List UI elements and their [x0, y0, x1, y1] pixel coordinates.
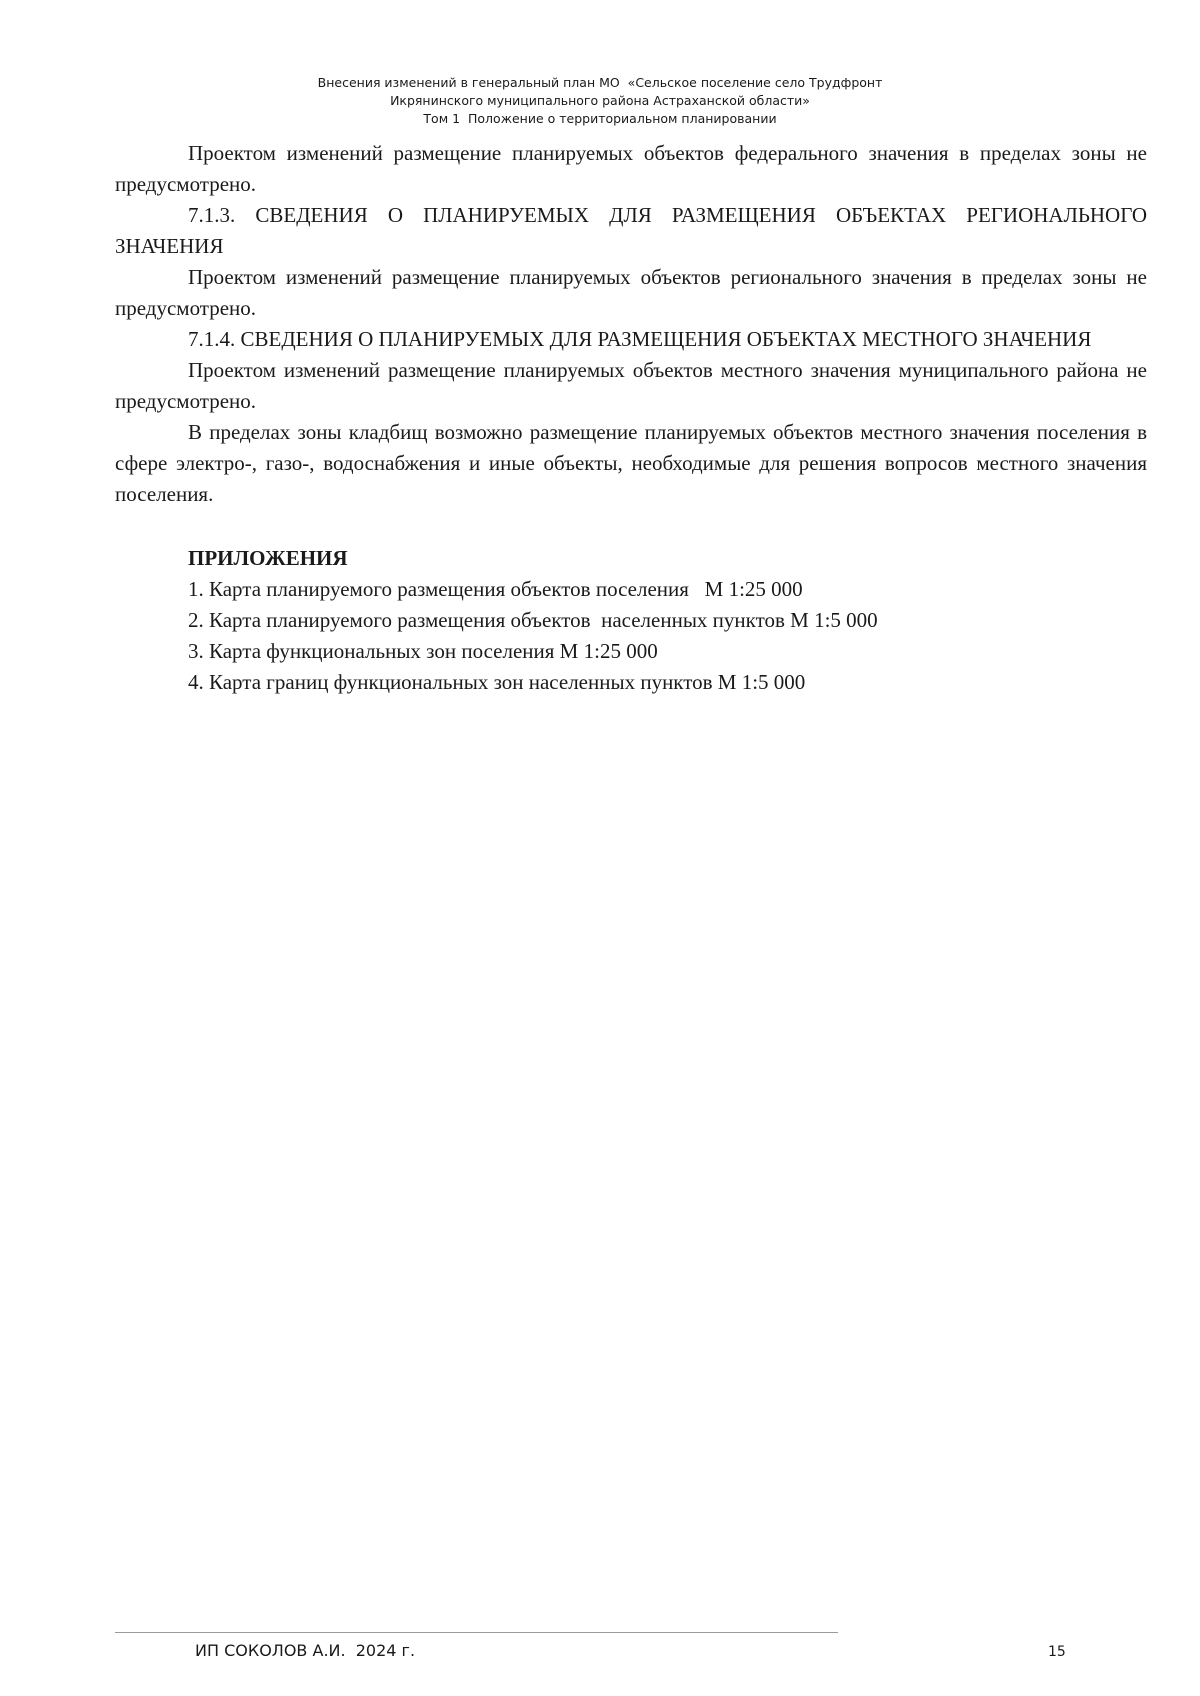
paragraph-spacer [115, 510, 1147, 543]
paragraph-cemetery-zone: В пределах зоны кладбищ возможно размещение планируемых объектов местного значения поселения в сфере электро-, газо-, водоснабжения и иные объекты, необходимые для решения вопросов местного значения поселения. [115, 420, 1147, 506]
page-header [0, 74, 1200, 128]
paragraph-regional: Проектом изменений размещение планируемых объектов регионального значения в пределах зоны не предусмотрено. [115, 265, 1147, 320]
section-heading-regional: 7.1.3. СВЕДЕНИЯ О ПЛАНИРУЕМЫХ ДЛЯ РАЗМЕЩЕНИЯ ОБЪЕКТАХ РЕГИОНАЛЬНОГО ЗНАЧЕНИЯ [115, 203, 1147, 258]
paragraph-local-district: Проектом изменений размещение планируемых объектов местного значения муниципального района не предусмотрено. [115, 358, 1147, 413]
header-line-1: Внесения изменений в генеральный план МО «Сельское поселение село Трудфронт [317, 75, 883, 90]
appendix-item: 4. Карта границ функциональных зон населенных пунктов М 1:5 000 [188, 670, 806, 694]
appendix-item: 3. Карта функциональных зон поселения М 1:25 000 [188, 639, 658, 663]
paragraph-federal: Проектом изменений размещение планируемых объектов федерального значения в пределах зоны не предусмотрено. [115, 141, 1147, 196]
footer-divider [115, 1632, 838, 1633]
page-number: 15 [1048, 1644, 1066, 1660]
footer-author: ИП СОКОЛОВ А.И. 2024 г. [195, 1641, 416, 1660]
header-line-3: Том 1 Положение о территориальном планировании [423, 111, 777, 126]
document-body [115, 138, 1147, 698]
appendix-title: ПРИЛОЖЕНИЯ [188, 546, 348, 570]
header-line-2: Икрянинского муниципального района Астраханской области» [390, 93, 810, 108]
appendix-item: 1. Карта планируемого размещения объектов поселения М 1:25 000 [188, 577, 803, 601]
section-heading-local: 7.1.4. СВЕДЕНИЯ О ПЛАНИРУЕМЫХ ДЛЯ РАЗМЕЩЕНИЯ ОБЪЕКТАХ МЕСТНОГО ЗНАЧЕНИЯ [188, 327, 1092, 351]
appendix-item: 2. Карта планируемого размещения объектов населенных пунктов М 1:5 000 [188, 608, 878, 632]
